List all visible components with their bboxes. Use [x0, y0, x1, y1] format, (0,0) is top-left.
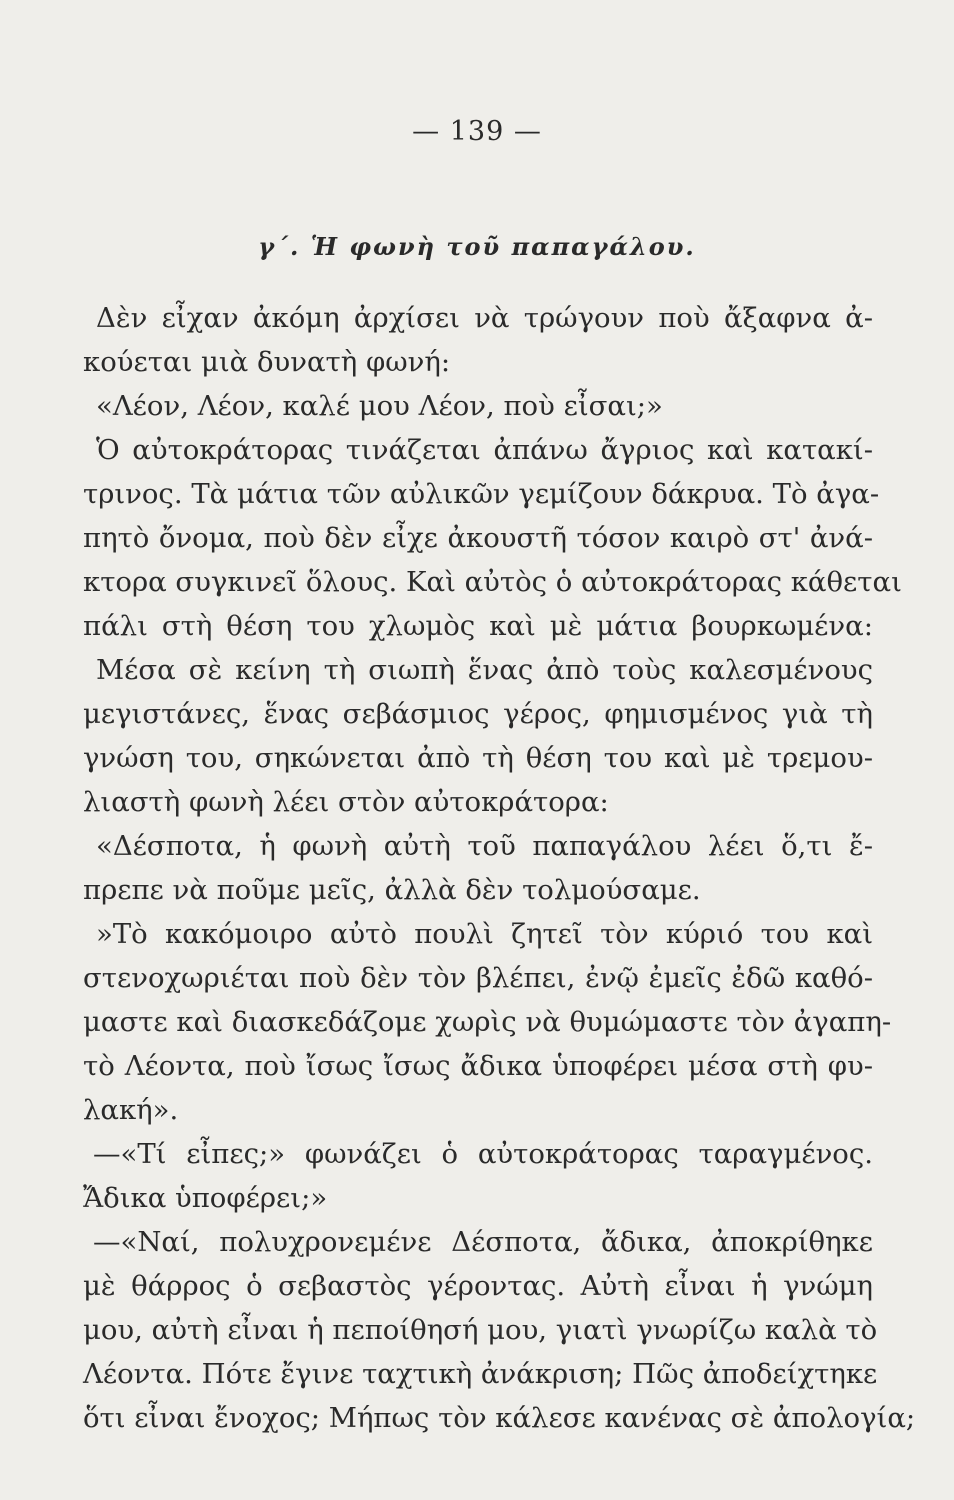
text-line: ὅτι εἶναι ἔνοχος; Μήπως τὸν κάλεσε κανένας σὲ ἀπολογία;: [83, 1402, 916, 1434]
text-line: κούεται μιὰ δυνατὴ φωνή:: [83, 346, 451, 378]
text-line: —«Ναί, πολυχρονεμένε Δέσποτα, ἄδικα, ἀποκρίθηκε: [93, 1226, 873, 1258]
text-line: μὲ θάρρος ὁ σεβαστὸς γέροντας. Αὐτὴ εἶναι ἡ γνώμη: [83, 1270, 873, 1302]
text-line: πρεπε νὰ ποῦμε μεῖς, ἀλλὰ δὲν τολμούσαμε.: [83, 874, 701, 906]
text-line: Δὲν εἶχαν ἀκόμη ἀρχίσει νὰ τρώγουν ποὺ ἄξαφνα ἀ-: [96, 302, 873, 334]
text-line: στενοχωριέται ποὺ δὲν τὸν βλέπει, ἐνῷ ἐμεῖς ἐδῶ καθό-: [83, 962, 873, 994]
text-line: μου, αὐτὴ εἶναι ἡ πεποίθησή μου, γιατὶ γνωρίζω καλὰ τὸ: [83, 1314, 878, 1346]
text-line: »Τὸ κακόμοιρο αὐτὸ πουλὶ ζητεῖ τὸν κύριό του καὶ: [96, 918, 873, 950]
text-line: τὸ Λέοντα, ποὺ ἴσως ἴσως ἄδικα ὑποφέρει μέσα στὴ φυ-: [83, 1050, 873, 1082]
text-line: πάλι στὴ θέση του χλωμὸς καὶ μὲ μάτια βουρκωμένα:: [83, 610, 873, 642]
text-line: γνώση του, σηκώνεται ἀπὸ τὴ θέση του καὶ μὲ τρεμου-: [83, 742, 873, 774]
page-number: — 139 —: [412, 116, 542, 147]
text-line: κτορα συγκινεῖ ὅλους. Καὶ αὐτὸς ὁ αὐτοκράτορας κάθεται: [83, 566, 902, 598]
section-title: γ΄. Ἡ φωνὴ τοῦ παπαγάλου.: [258, 232, 696, 261]
text-line: πητὸ ὄνομα, ποὺ δὲν εἶχε ἀκουστῆ τόσον καιρὸ στ' ἀνά-: [83, 522, 873, 554]
text-line: Ὁ αὐτοκράτορας τινάζεται ἀπάνω ἄγριος καὶ κατακί-: [96, 434, 873, 466]
text-line: «Λέον, Λέον, καλέ μου Λέον, ποὺ εἶσαι;»: [96, 390, 663, 422]
body-text: [83, 296, 916, 1440]
text-line: Μέσα σὲ κείνη τὴ σιωπὴ ἕνας ἀπὸ τοὺς καλεσμένους: [96, 654, 873, 686]
text-line: λακή».: [83, 1094, 179, 1126]
text-line: —«Τί εἶπες;» φωνάζει ὁ αὐτοκράτορας ταραγμένος.: [93, 1138, 873, 1170]
text-line: τρινος. Τὰ μάτια τῶν αὐλικῶν γεμίζουν δάκρυα. Τὸ ἀγα-: [83, 478, 880, 510]
text-line: Ἄδικα ὑποφέρει;»: [83, 1182, 328, 1214]
text-line: λιαστὴ φωνὴ λέει στὸν αὐτοκράτορα:: [83, 786, 609, 818]
text-line: μεγιστάνες, ἕνας σεβάσμιος γέρος, φημισμένος γιὰ τὴ: [83, 698, 873, 730]
text-line: μαστε καὶ διασκεδάζομε χωρὶς νὰ θυμώμαστε τὸν ἀγαπη-: [83, 1006, 892, 1038]
text-line: Λέοντα. Πότε ἔγινε ταχτικὴ ἀνάκριση; Πῶς ἀποδείχτηκε: [83, 1358, 878, 1390]
text-line: «Δέσποτα, ἡ φωνὴ αὐτὴ τοῦ παπαγάλου λέει ὅ,τι ἔ-: [96, 830, 873, 862]
